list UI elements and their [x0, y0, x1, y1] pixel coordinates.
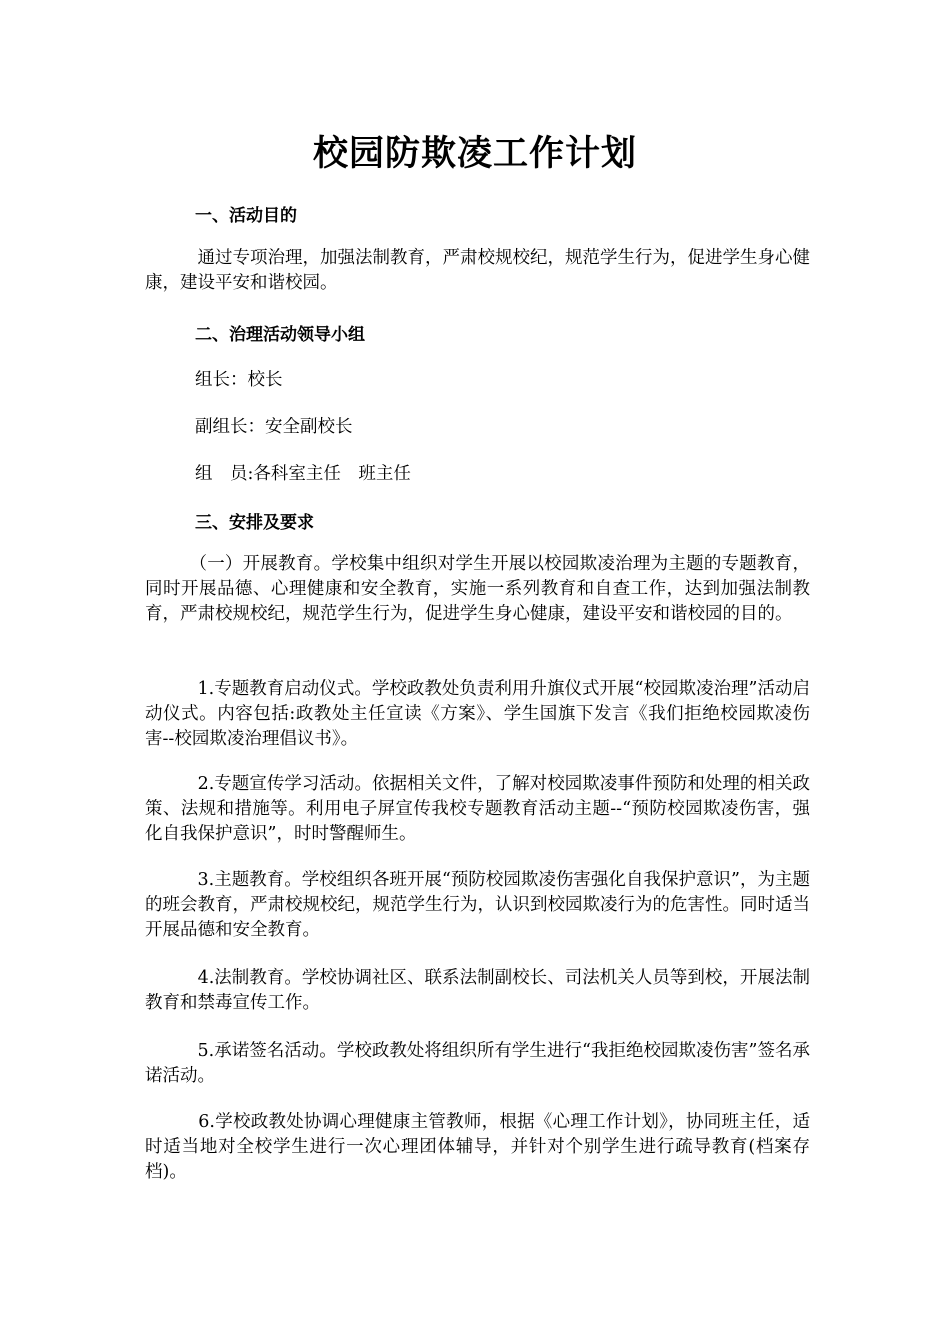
- purpose-paragraph: 通过专项治理，加强法制教育，严肃校规校纪，规范学生行为，促进学生身心健康，建设平安和谐校园。: [145, 248, 810, 293]
- members-line: 组 员:各科室主任 班主任: [195, 464, 411, 484]
- section-heading-purpose: 一、活动目的: [195, 206, 297, 226]
- list-item-4: 4.法制教育。学校协调社区、联系法制副校长、司法机关人员等到校，开展法制教育和禁毒宣传工作。: [145, 968, 810, 1013]
- leader-line: 组长：校长: [195, 370, 283, 390]
- list-item-3: 3.主题教育。学校组织各班开展“预防校园欺凌伤害强化自我保护意识”，为主题的班会教育，严肃校规校纪，规范学生行为，认识到校园欺凌行为的危害性。同时适当开展品德和安全教育。: [145, 870, 810, 940]
- section-heading-leadership: 二、治理活动领导小组: [195, 325, 365, 345]
- education-paragraph: （一）开展教育。学校集中组织对学生开展以校园欺凌治理为主题的专题教育，同时开展品德、心理健康和安全教育，实施一系列教育和自查工作，达到加强法制教育，严肃校规校纪，规范学生行为，促进学生身心健康，建设平安和谐校园的目的。: [145, 554, 810, 624]
- section-heading-arrangements: 三、安排及要求: [195, 513, 314, 533]
- list-item-2: 2.专题宣传学习活动。依据相关文件，了解对校园欺凌事件预防和处理的相关政策、法规和措施等。利用电子屏宣传我校专题教育活动主题--“预防校园欺凌伤害，强化自我保护意识”，时时警醒师生。: [145, 774, 810, 844]
- list-item-1: 1.专题教育启动仪式。学校政教处负责利用升旗仪式开展“校园欺凌治理”活动启动仪式。内容包括:政教处主任宣读《方案》、学生国旗下发言《我们拒绝校园欺凌伤害--校园欺凌治理倡议书》。: [145, 679, 810, 749]
- list-item-6: 6.学校政教处协调心理健康主管教师，根据《心理工作计划》，协同班主任，适时适当地对全校学生进行一次心理团体辅导，并针对个别学生进行疏导教育(档案存档)。: [145, 1112, 810, 1182]
- document-title: 校园防欺凌工作计划: [312, 134, 637, 174]
- list-item-5: 5.承诺签名活动。学校政教处将组织所有学生进行“我拒绝校园欺凌伤害”签名承诺活动。: [145, 1041, 810, 1086]
- vice-leader-line: 副组长：安全副校长: [195, 417, 353, 437]
